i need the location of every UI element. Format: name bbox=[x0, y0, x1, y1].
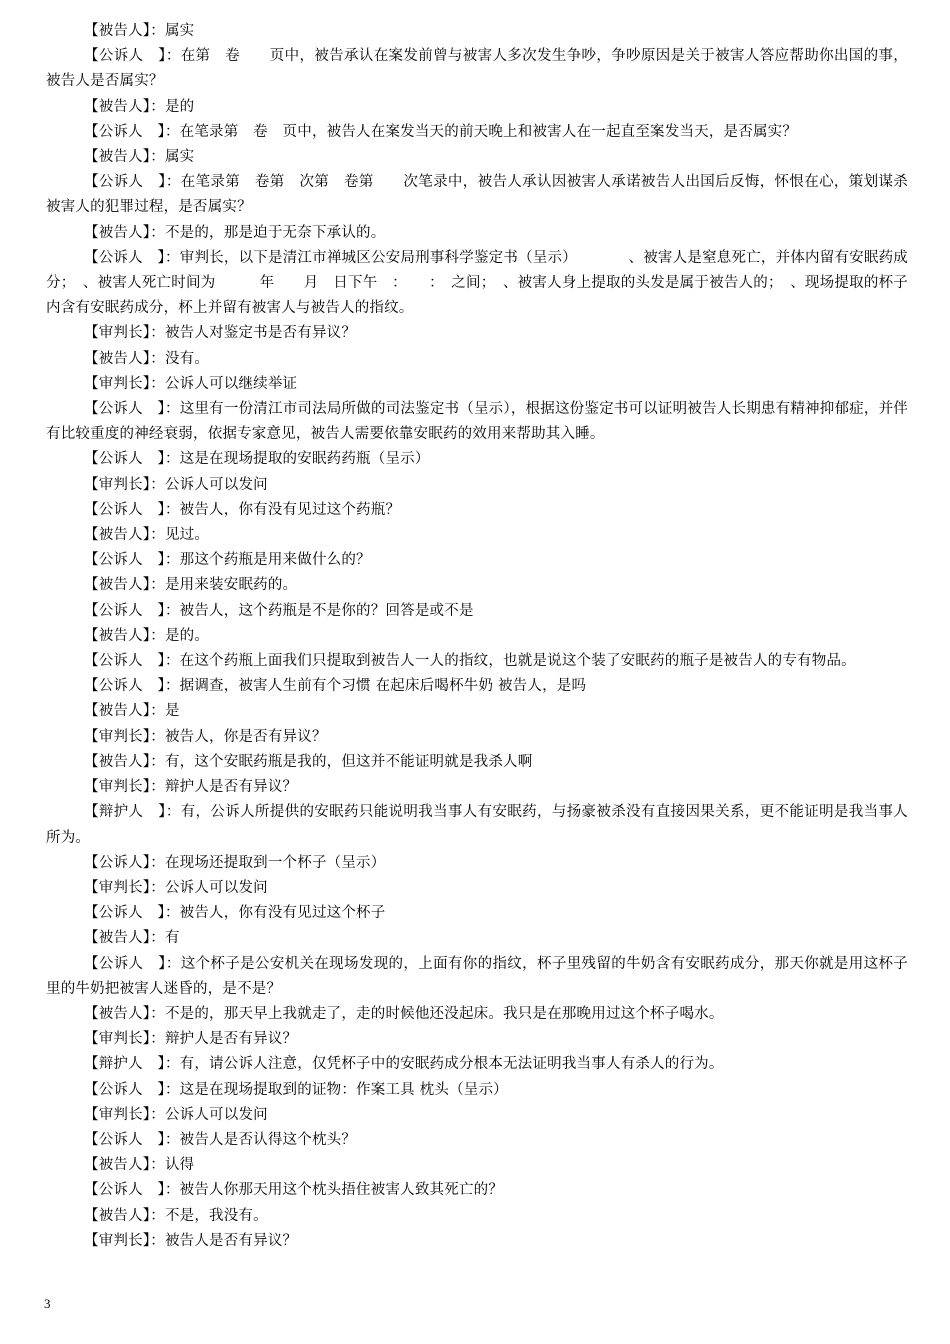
speaker-label: 【公诉人 】： bbox=[84, 401, 180, 418]
speaker-label: 【公诉人 】： bbox=[84, 1081, 180, 1098]
speaker-label: 【审判长】： bbox=[84, 879, 165, 896]
utterance-text: 是的 bbox=[164, 98, 195, 115]
utterance-text: 被告人，你有没有见过这个药瓶？ bbox=[179, 501, 401, 518]
speaker-label: 【公诉人 】： bbox=[84, 653, 180, 670]
page-number: 3 bbox=[44, 1296, 51, 1311]
dialogue-line bbox=[46, 1153, 908, 1178]
speaker-label: 【公诉人 】： bbox=[84, 123, 180, 140]
speaker-label: 【被告人】： bbox=[84, 98, 165, 115]
dialogue-line bbox=[46, 19, 908, 44]
dialogue-line bbox=[46, 372, 908, 397]
utterance-text: 这里有一份清江市司法局所做的司法鉴定书（呈示），根据这份鉴定书可以证明被告人长期患有精神抑郁症，并伴有比较重度的神经衰弱，依据专家意见，被告人需要依靠安眠药的效用来帮助其入睡。 bbox=[46, 401, 908, 443]
utterance-text: 是用来装安眠药的。 bbox=[164, 577, 298, 594]
dialogue-line bbox=[46, 750, 908, 775]
utterance-text: 辩护人是否有异议？ bbox=[164, 779, 298, 796]
utterance-text: 没有。 bbox=[164, 350, 210, 367]
speaker-label: 【公诉人 】： bbox=[84, 501, 180, 518]
speaker-label: 【公诉人 】： bbox=[84, 451, 180, 468]
utterance-text: 公诉人可以发问 bbox=[164, 476, 268, 493]
utterance-text: 被告人是否认得这个枕头？ bbox=[179, 1131, 357, 1148]
utterance-text: 在笔录第 卷第 次第 卷第 次笔录中，被告人承认因被害人承诺被告人出国后反悔，怀恨在心，策划谋杀被害人的犯罪过程，是否属实？ bbox=[46, 174, 909, 216]
utterance-text: 这是在现场提取的安眠药药瓶（呈示） bbox=[179, 451, 430, 468]
dialogue-line bbox=[46, 523, 908, 548]
speaker-label: 【被告人】： bbox=[84, 703, 165, 720]
dialogue-line bbox=[46, 246, 908, 322]
dialogue-line bbox=[46, 145, 908, 170]
dialogue-line bbox=[46, 624, 908, 649]
utterance-text: 有，请公诉人注意，仅凭杯子中的安眠药成分根本无法证明我当事人有杀人的行为。 bbox=[179, 1056, 724, 1073]
dialogue-line bbox=[46, 1027, 908, 1052]
speaker-label: 【公诉人 】： bbox=[84, 1131, 180, 1148]
speaker-label: 【被告人】： bbox=[84, 930, 165, 947]
utterance-text: 被告人你那天用这个枕头捂住被害人致其死亡的？ bbox=[179, 1182, 504, 1199]
speaker-label: 【被告人】： bbox=[84, 224, 165, 241]
dialogue-line bbox=[46, 473, 908, 498]
dialogue-line bbox=[46, 952, 908, 1002]
dialogue-line bbox=[46, 120, 908, 145]
utterance-text: 那这个药瓶是用来做什么的？ bbox=[179, 552, 371, 569]
utterance-text: 被告人，这个药瓶是不是你的？回答是或不是 bbox=[179, 602, 474, 619]
utterance-text: 被告人是否有异议？ bbox=[164, 1232, 298, 1249]
speaker-label: 【公诉人 】： bbox=[84, 48, 181, 65]
utterance-text: 不是的，那是迫于无奈下承认的。 bbox=[164, 224, 386, 241]
utterance-text: 属实 bbox=[164, 149, 195, 166]
speaker-label: 【被告人】： bbox=[84, 350, 165, 367]
speaker-label: 【被告人】： bbox=[84, 1207, 165, 1224]
dialogue-line bbox=[46, 347, 908, 372]
speaker-label: 【公诉人 】： bbox=[84, 905, 180, 922]
speaker-label: 【被告人】： bbox=[84, 1157, 165, 1174]
dialogue-line bbox=[46, 95, 908, 120]
utterance-text: 在笔录第 卷 页中，被告人在案发当天的前天晚上和被害人在一起直至案发当天，是否属实？ bbox=[179, 123, 798, 140]
dialogue-line bbox=[46, 599, 908, 624]
speaker-label: 【审判长】： bbox=[84, 476, 165, 493]
utterance-text: 公诉人可以发问 bbox=[164, 879, 268, 896]
utterance-text: 这个杯子是公安机关在现场发现的，上面有你的指纹，杯子里残留的牛奶含有安眠药成分，那天你就是用这杯子里的牛奶把被害人迷昏的，是不是？ bbox=[46, 955, 909, 997]
utterance-text: 有，公诉人所提供的安眠药只能说明我当事人有安眠药，与扬豪被杀没有直接因果关系，更不能证明是我当事人所为。 bbox=[46, 804, 909, 846]
speaker-label: 【审判长】： bbox=[84, 779, 165, 796]
dialogue-line bbox=[46, 573, 908, 598]
speaker-label: 【公诉人 】： bbox=[84, 174, 181, 191]
dialogue-line bbox=[46, 1178, 908, 1203]
dialogue-line bbox=[46, 397, 908, 447]
utterance-text: 据调查，被害人生前有个习惯 在起床后喝杯牛奶 被告人，是吗 bbox=[179, 678, 587, 695]
speaker-label: 【公诉人 】： bbox=[84, 602, 180, 619]
utterance-text: 是 bbox=[164, 703, 180, 720]
utterance-text: 是的。 bbox=[164, 627, 210, 644]
speaker-label: 【公诉人 】： bbox=[84, 249, 180, 266]
dialogue-line bbox=[46, 447, 908, 472]
utterance-text: 被告人，你是否有异议？ bbox=[164, 728, 327, 745]
utterance-text: 不是，我没有。 bbox=[164, 1207, 268, 1224]
dialogue-line bbox=[46, 699, 908, 724]
speaker-label: 【审判长】： bbox=[84, 728, 165, 745]
speaker-label: 【公诉人 】： bbox=[84, 552, 180, 569]
dialogue-line bbox=[46, 221, 908, 246]
dialogue-line bbox=[46, 1204, 908, 1229]
dialogue-line bbox=[46, 649, 908, 674]
utterance-text: 见过。 bbox=[164, 527, 210, 544]
utterance-text: 属实 bbox=[164, 23, 195, 39]
speaker-label: 【审判长】： bbox=[84, 1232, 165, 1249]
dialogue-line bbox=[46, 1078, 908, 1103]
utterance-text: 在第 卷 页中，被告承认在案发前曾与被害人多次发生争吵，争吵原因是关于被害人答应帮助你出国的事，被告人是否属实？ bbox=[46, 48, 909, 90]
utterance-text: 审判长，以下是清江市禅城区公安局刑事科学鉴定书（呈示） 、被害人是窒息死亡，并体内留有安眠药成分； 、被害人死亡时间为 年 月 日下午 ： ： 之间； 、被害人身上提取的头发是属于被告人的； 、现场提取的杯子内含有安眠药成分，杯上并留有被害人与被告人的指纹。 bbox=[46, 249, 908, 317]
dialogue-line bbox=[46, 44, 908, 94]
utterance-text: 有，这个安眠药瓶是我的，但这并不能证明就是我杀人啊 bbox=[164, 753, 533, 770]
dialogue-line bbox=[46, 1229, 908, 1254]
dialogue-line bbox=[46, 725, 908, 750]
speaker-label: 【审判长】： bbox=[84, 375, 165, 392]
dialogue-line bbox=[46, 1128, 908, 1153]
utterance-text: 在这个药瓶上面我们只提取到被告人一人的指纹，也就是说这个装了安眠药的瓶子是被告人的专有物品。 bbox=[179, 653, 856, 670]
speaker-label: 【审判长】： bbox=[84, 1106, 165, 1123]
dialogue-line bbox=[46, 1002, 908, 1027]
speaker-label: 【公诉人】： bbox=[84, 854, 165, 871]
speaker-label: 【公诉人 】： bbox=[84, 955, 181, 972]
utterance-text: 这是在现场提取到的证物：作案工具 枕头（呈示） bbox=[179, 1081, 508, 1098]
dialogue-line bbox=[46, 1103, 908, 1128]
utterance-text: 在现场还提取到一个杯子（呈示） bbox=[164, 854, 386, 871]
dialogue-line bbox=[46, 170, 908, 220]
dialogue-line bbox=[46, 775, 908, 800]
dialogue-line bbox=[46, 901, 908, 926]
speaker-label: 【被告人】： bbox=[84, 627, 165, 644]
dialogue-line bbox=[46, 876, 908, 901]
speaker-label: 【审判长】： bbox=[84, 325, 165, 342]
utterance-text: 不是的，那天早上我就走了，走的时候他还没起床。我只是在那晚用过这个杯子喝水。 bbox=[164, 1005, 724, 1022]
speaker-label: 【公诉人 】： bbox=[84, 678, 180, 695]
speaker-label: 【被告人】： bbox=[84, 149, 165, 166]
dialogue-line bbox=[46, 800, 908, 850]
utterance-text: 有 bbox=[164, 930, 180, 947]
speaker-label: 【公诉人 】： bbox=[84, 1182, 180, 1199]
utterance-text: 公诉人可以发问 bbox=[164, 1106, 268, 1123]
speaker-label: 【被告人】： bbox=[84, 23, 165, 39]
speaker-label: 【被告人】： bbox=[84, 1005, 165, 1022]
speaker-label: 【被告人】： bbox=[84, 577, 165, 594]
dialogue-line bbox=[46, 321, 908, 346]
utterance-text: 认得 bbox=[164, 1157, 195, 1174]
speaker-label: 【被告人】： bbox=[84, 753, 165, 770]
transcript-body bbox=[46, 19, 908, 1254]
dialogue-line bbox=[46, 674, 908, 699]
speaker-label: 【被告人】： bbox=[84, 527, 165, 544]
utterance-text: 被告人，你有没有见过这个杯子 bbox=[179, 905, 386, 922]
speaker-label: 【审判长】： bbox=[84, 1031, 165, 1048]
utterance-text: 辩护人是否有异议？ bbox=[164, 1031, 298, 1048]
dialogue-line bbox=[46, 926, 908, 951]
dialogue-line bbox=[46, 548, 908, 573]
utterance-text: 被告人对鉴定书是否有异议？ bbox=[164, 325, 357, 342]
speaker-label: 【辩护人 】： bbox=[84, 804, 181, 821]
dialogue-line bbox=[46, 1052, 908, 1077]
speaker-label: 【辩护人 】： bbox=[84, 1056, 180, 1073]
dialogue-line bbox=[46, 498, 908, 523]
utterance-text: 公诉人可以继续举证 bbox=[164, 375, 298, 392]
dialogue-line bbox=[46, 851, 908, 876]
